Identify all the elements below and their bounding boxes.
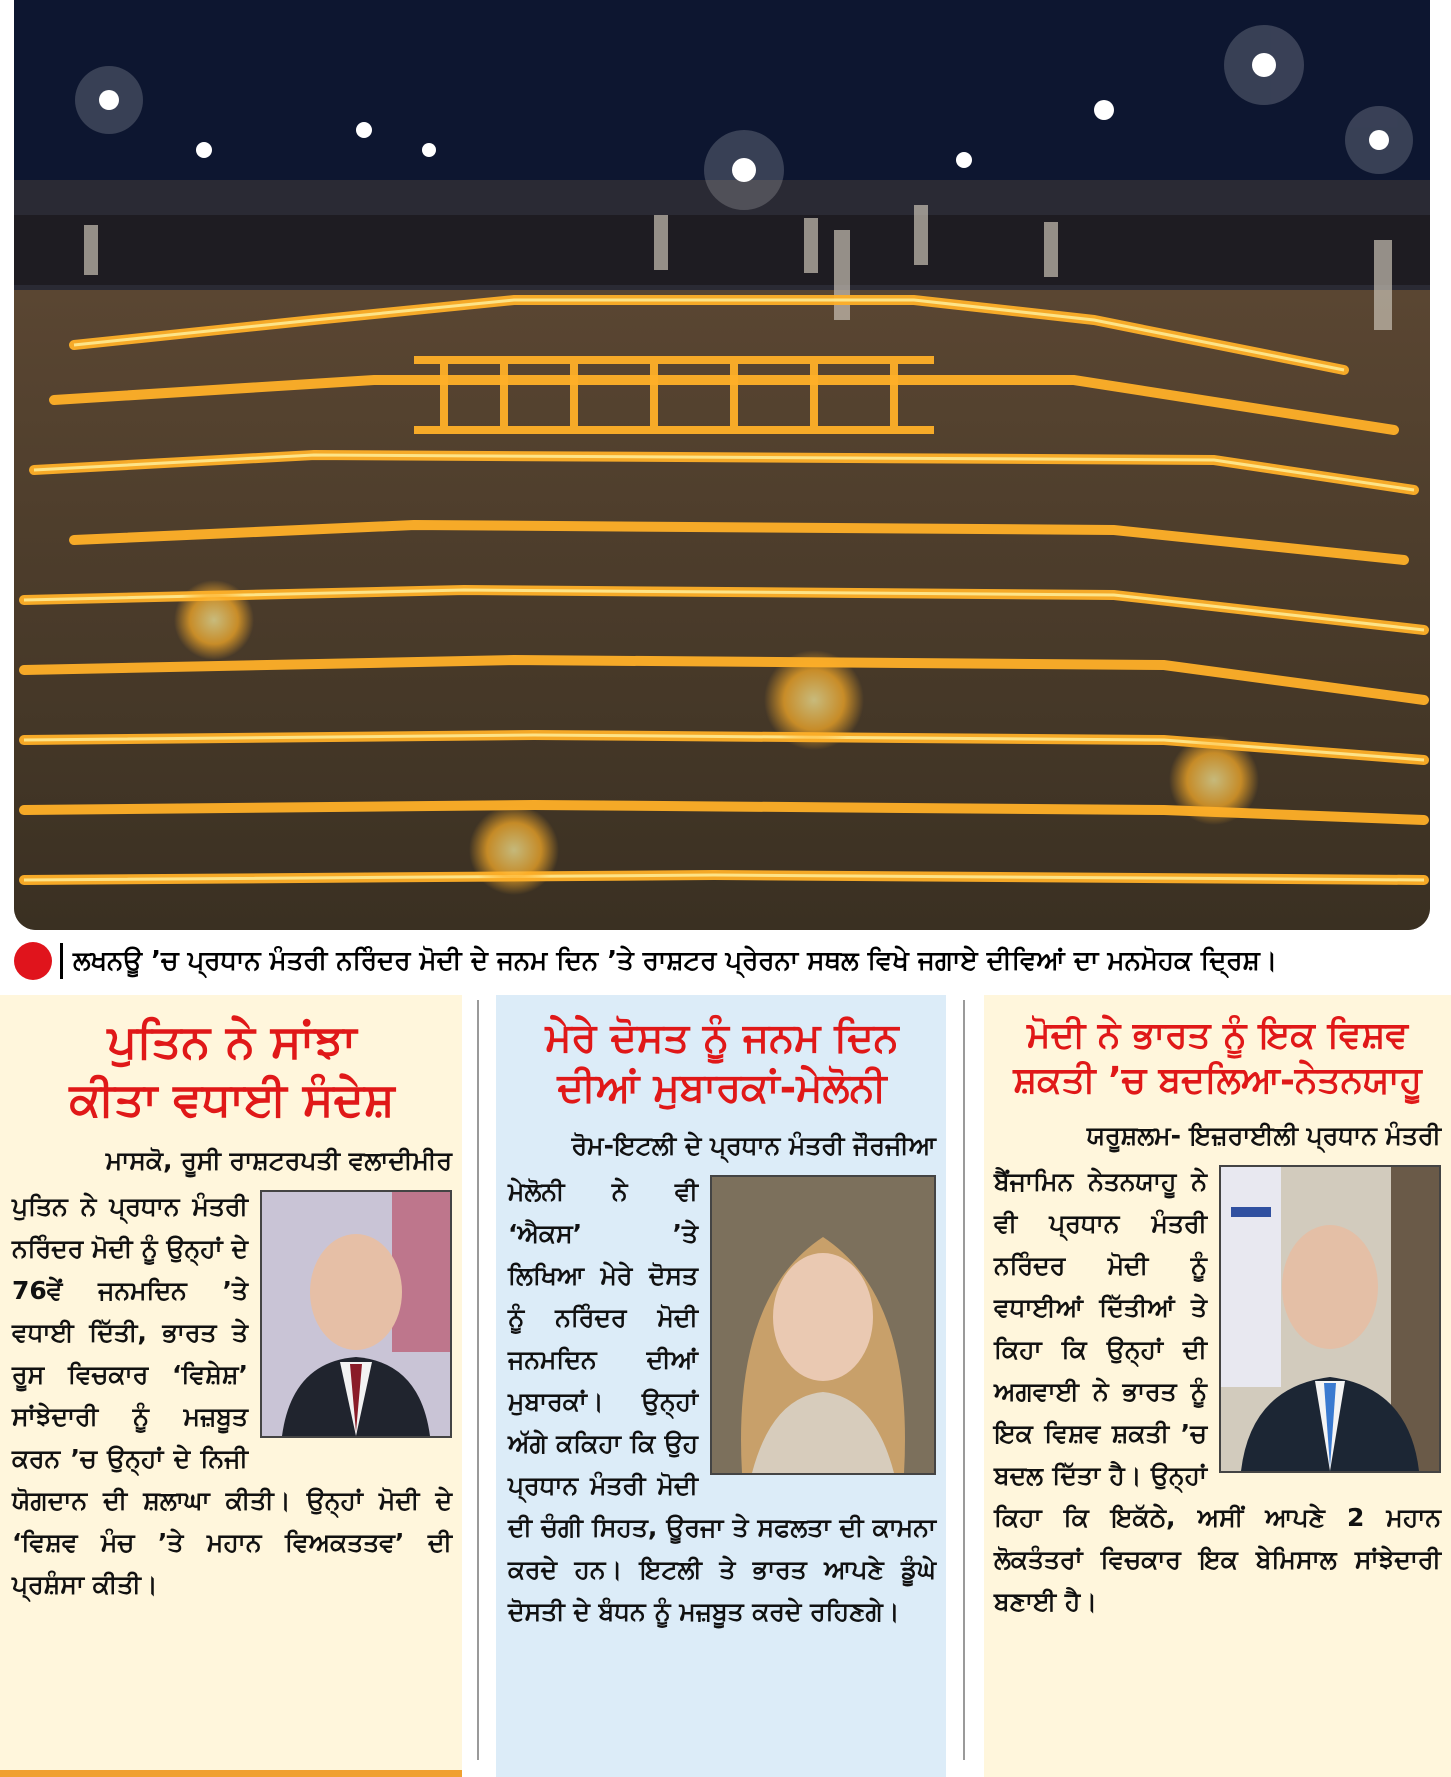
column-divider bbox=[477, 1000, 479, 1760]
article-netanyahu bbox=[984, 995, 1451, 1777]
bottom-accent-strip bbox=[0, 1770, 462, 1777]
headline-line-1: ਪੁਤਿਨ ਨੇ ਸਾਂਝਾ bbox=[107, 1014, 357, 1068]
caption-text: ਲਖਨਊ ’ਚ ਪ੍ਰਧਾਨ ਮੰਤਰੀ ਨਰਿੰਦਰ ਮੋਦੀ ਦੇ ਜਨਮ ਦਿਨ ’ਤੇ ਰਾਸ਼ਟਰ ਪ੍ਰੇਰਨਾ ਸਥਲ ਵਿਖੇ ਜਗਾਏ ਦੀਵਿਆਂ ਦਾ ਮਨਮੋਹਕ ਦ੍ਰਿਸ਼। bbox=[73, 945, 1278, 976]
headline-line-1: ਮੋਦੀ ਨੇ ਭਾਰਤ ਨੂੰ ਇਕ ਵਿਸ਼ਵ bbox=[1026, 1015, 1409, 1056]
headline-line-1: ਮੇਰੇ ਦੋਸਤ ਨੂੰ ਜਨਮ ਦਿਨ bbox=[545, 1015, 899, 1061]
headline-line-2: ਸ਼ਕਤੀ ’ਚ ਬਦਲਿਆ-ਨੇਤਨਯਾਹੂ bbox=[1013, 1060, 1422, 1101]
headline bbox=[12, 1013, 452, 1128]
headline-line-2: ਦੀਆਂ ਮੁਬਾਰਕਾਂ-ਮੇਲੋਨੀ bbox=[557, 1065, 887, 1111]
headline-line-2: ਕੀਤਾ ਵਧਾਈ ਸੰਦੇਸ਼ bbox=[69, 1071, 395, 1126]
main-photo bbox=[14, 0, 1430, 930]
headline bbox=[994, 1013, 1441, 1103]
photo-caption bbox=[14, 938, 1434, 984]
dateline: ਮਾਸਕੋ, ਰੂਸੀ ਰਾਸ਼ਟਰਪਤੀ ਵਲਾਦੀਮੀਰ bbox=[105, 1146, 452, 1175]
dateline: ਰੋਮ-ਇਟਲੀ ਦੇ ਪ੍ਰਧਾਨ ਮੰਤਰੀ ਜੌਰਜੀਆ bbox=[571, 1131, 936, 1160]
article-meloni bbox=[496, 995, 946, 1777]
diya-scene-illustration bbox=[14, 0, 1430, 930]
article-body: ਮੇਲੋਨੀ ਨੇ ਵੀ ‘ਐਕਸ’ ’ਤੇ ਲਿਖਿਆ ਮੇਰੇ ਦੋਸਤ ਨੂੰ ਨਰਿੰਦਰ ਮੋਦੀ ਜਨਮਦਿਨ ਦੀਆਂ ਮੁਬਾਰਕਾਂ। ਉਨ੍ਹਾਂ ਅੱਗੇ ਕਕਿਹਾ ਕਿ ਉਹ ਪ੍ਰਧਾਨ ਮੰਤਰੀ ਮੋਦੀ ਦੀ ਚੰਗੀ ਸਿਹਤ, ਊਰਜਾ ਤੇ ਸਫਲਤਾ ਦੀ ਕਾਮਨਾ ਕਰਦੇ ਹਨ। ਇਟਲੀ ਤੇ ਭਾਰਤ ਆਪਣੇ ਡੂੰਘੇ ਦੋਸਤੀ ਦੇ ਬੰਧਨ ਨੂੰ ਮਜ਼ਬੂਤ ਕਰਦੇ ਰਹਿਣਗੇ। bbox=[508, 1176, 936, 1626]
portrait-meloni bbox=[710, 1175, 936, 1475]
article-body: ਬੈਂਜਾਮਿਨ ਨੇਤਨਯਾਹੂ ਨੇ ਵੀ ਪ੍ਰਧਾਨ ਮੰਤਰੀ ਨਰਿੰਦਰ ਮੋਦੀ ਨੂੰ ਵਧਾਈਆਂ ਦਿੱਤੀਆਂ ਤੇ ਕਿਹਾ ਕਿ ਉਨ੍ਹਾਂ ਦੀ ਅਗਵਾਈ ਨੇ ਭਾਰਤ ਨੂੰ ਇਕ ਵਿਸ਼ਵ ਸ਼ਕਤੀ ’ਚ ਬਦਲ ਦਿੱਤਾ ਹੈ। ਉਨ੍ਹਾਂ ਕਿਹਾ ਕਿ ਇਕੱਠੇ, ਅਸੀਂ ਆਪਣੇ 2 ਮਹਾਨ ਲੋਕਤੰਤਰਾਂ ਵਿਚਕਾਰ ਇਕ ਬੇਮਿਸਾਲ ਸਾਂਝੇਦਾਰੀ ਬਣਾਈ ਹੈ। bbox=[994, 1166, 1441, 1616]
portrait-netanyahu bbox=[1219, 1165, 1441, 1473]
caption-bullet-icon bbox=[14, 942, 52, 980]
caption-divider bbox=[60, 943, 63, 979]
article-putin bbox=[0, 995, 462, 1777]
portrait-putin bbox=[260, 1190, 452, 1438]
article-body: ਪੁਤਿਨ ਨੇ ਪ੍ਰਧਾਨ ਮੰਤਰੀ ਨਰਿੰਦਰ ਮੋਦੀ ਨੂੰ ਉਨ੍ਹਾਂ ਦੇ 76ਵੇਂ ਜਨਮਦਿਨ ’ਤੇ ਵਧਾਈ ਦਿੱਤੀ, ਭਾਰਤ ਤੇ ਰੂਸ ਵਿਚਕਾਰ ‘ਵਿਸ਼ੇਸ਼’ ਸਾਂਝੇਦਾਰੀ ਨੂੰ ਮਜ਼ਬੂਤ ਕਰਨ ’ਚ ਉਨ੍ਹਾਂ ਦੇ ਨਿਜੀ ਯੋਗਦਾਨ ਦੀ ਸ਼ਲਾਘਾ ਕੀਤੀ। ਉਨ੍ਹਾਂ ਮੋਦੀ ਦੇ ‘ਵਿਸ਼ਵ ਮੰਚ ’ਤੇ ਮਹਾਨ ਵਿਅਕਤਤਵ’ ਦੀ ਪ੍ਰਸ਼ੰਸਾ ਕੀਤੀ। bbox=[12, 1191, 452, 1599]
headline bbox=[508, 1013, 936, 1113]
dateline: ਯਰੂਸ਼ਲਮ- ਇਜ਼ਰਾਈਲੀ ਪ੍ਰਧਾਨ ਮੰਤਰੀ bbox=[1086, 1121, 1441, 1150]
column-divider bbox=[963, 1000, 965, 1760]
